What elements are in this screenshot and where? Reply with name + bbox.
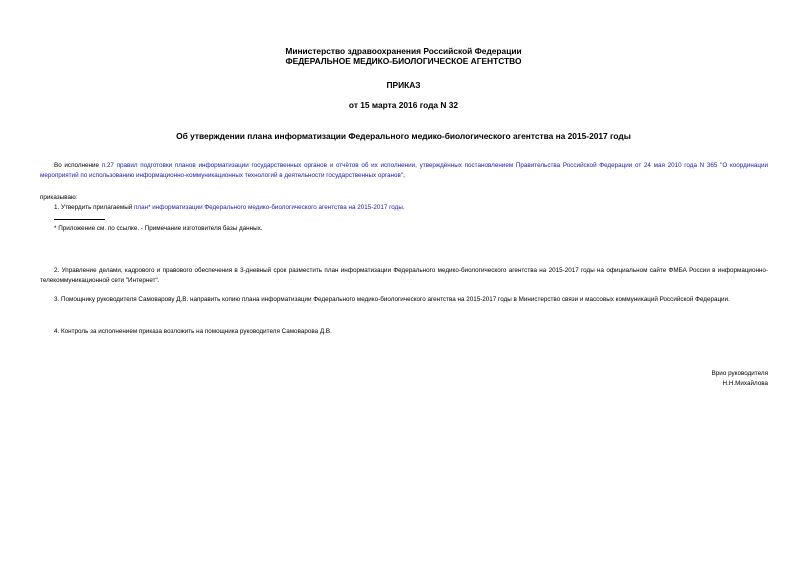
order-word: приказываю: — [40, 194, 78, 201]
order-item-4: 4. Контроль за исполнением приказа возложить на помощника руководителя Самоварова Д.В. — [54, 328, 332, 335]
rules-link[interactable]: п.27 правил подготовки планов информатизации государственных органов и отчётов об их исполнении, утверждённых постановлением Правительства Российской Федерации от 24 мая 2010 года N 365 — [101, 162, 718, 169]
intro-prefix: Во исполнение — [54, 162, 102, 169]
order-item-3: 3. Помощнику руководителя Самоварову Д.В. направить копию плана информатизации Федерального медико-биологического агентства на 2015-2017 годы в Министерство связи и массовых коммуникаций Российской Федерации. — [54, 296, 730, 303]
footnote: * Приложение см. по ссылке. - Примечание изготовителя базы данных. — [54, 225, 263, 232]
agency-heading: ФЕДЕРАЛЬНОЕ МЕДИКО-БИОЛОГИЧЕСКОЕ АГЕНТСТВО — [285, 56, 522, 66]
order-item-1-prefix: 1. Утвердить прилагаемый — [54, 204, 135, 211]
order-item-1 — [40, 203, 768, 213]
order-item-2: 2. Управление делами, кадрового и правового обеспечения в 3-дневный срок разместить план информатизации Федерального медико-биологического агентства на 2015-2017 годы на официальном сайте ФМБА России в информационно-телекоммуникационной сети "Интернет". — [40, 267, 768, 284]
plan-link[interactable]: план* информатизации Федерального медико-биологического агентства на 2015-2017 годы. — [134, 204, 405, 211]
signature-position: Врио руководителя — [711, 370, 768, 377]
document-title: Об утверждении плана информатизации Федерального медико-биологического агентства на 2015-2017 годы — [176, 131, 631, 141]
intro-paragraph — [40, 161, 768, 180]
ministry-heading: Министерство здравоохранения Российской Федерации — [285, 46, 522, 56]
footnote-divider — [54, 219, 105, 220]
intro-suffix: , — [403, 171, 405, 179]
resolution-link[interactable]: "О координации мероприятий по использованию информационно-коммуникационных технологий в деятельности государственных органов" — [40, 162, 768, 179]
signature-name: Н.Н.Михайлова — [722, 380, 768, 387]
document-date: от 15 марта 2016 года N 32 — [348, 100, 459, 110]
document-type: ПРИКАЗ — [386, 80, 421, 90]
